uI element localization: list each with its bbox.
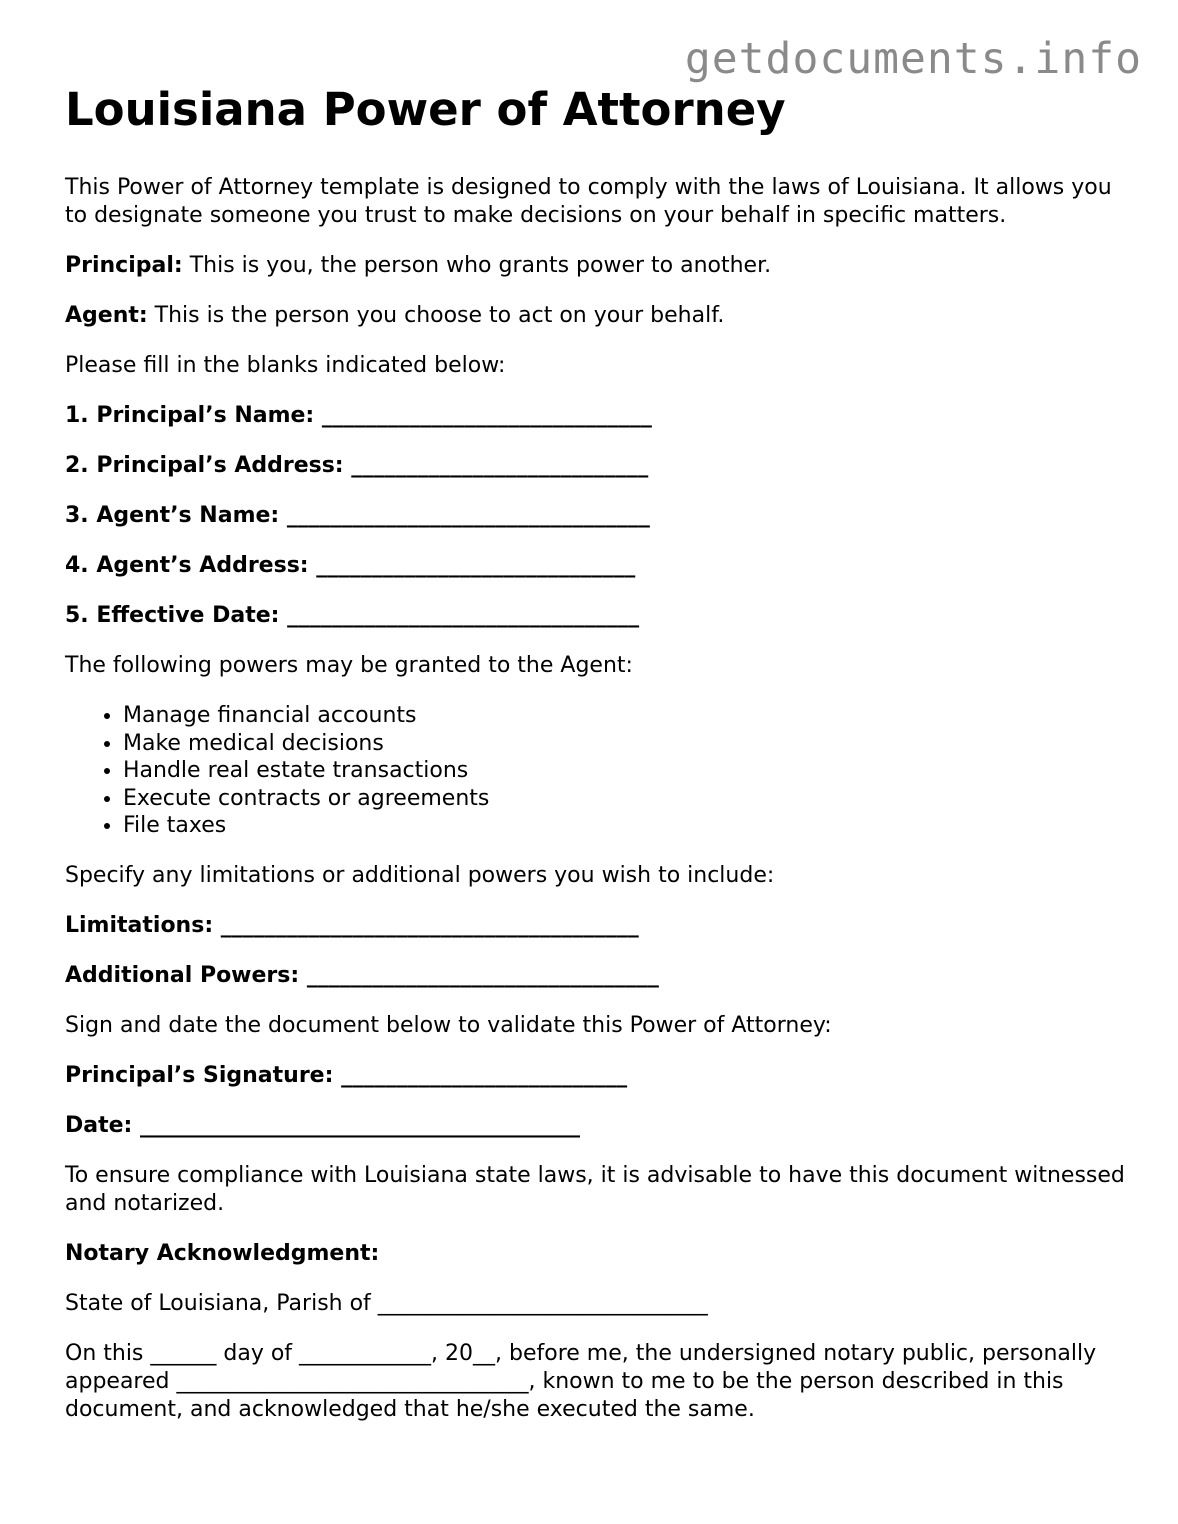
- field-blank[interactable]: _____________________________: [308, 553, 636, 578]
- list-item: • Execute contracts or agreements: [123, 785, 1125, 813]
- notary-body: On this ______ day of ____________, 20__, before me, the undersigned notary public, personally appeared ________________________________, known to me to be the person described in this document, and acknowledged that he/she executed the same.: [65, 1340, 1097, 1422]
- field-blank[interactable]: __________________________: [333, 1062, 628, 1088]
- field-label: Additional Powers:: [65, 962, 300, 988]
- field-label: 2. Principal’s Address:: [65, 453, 344, 478]
- field-blank[interactable]: _________________________________: [279, 503, 650, 528]
- field-blank[interactable]: ________________________________: [279, 603, 640, 628]
- watermark: getdocuments.info: [684, 34, 1142, 84]
- limitations-field[interactable]: [65, 912, 1125, 940]
- list-item: • Handle real estate transactions: [123, 757, 1125, 785]
- field-label: 1. Principal’s Name:: [65, 403, 315, 428]
- principal-name-field[interactable]: [65, 402, 1125, 430]
- limitations-intro: Specify any limitations or additional powers you wish to include:: [65, 862, 775, 888]
- field-blank[interactable]: ________________________________________: [132, 1112, 581, 1138]
- field-label: Principal’s Signature:: [65, 1062, 334, 1088]
- document-title: Louisiana Power of Attorney: [65, 83, 786, 136]
- fill-instruction: Please fill in the blanks indicated below:: [65, 353, 506, 378]
- additional-powers-field[interactable]: [65, 962, 1125, 990]
- intro-paragraph: This Power of Attorney template is designed to comply with the laws of Louisiana. It allows you to designate someone you trust to make decisions on your behalf in specific matters.: [65, 175, 1112, 228]
- effective-date-field[interactable]: [65, 602, 1125, 630]
- agent-definition: [65, 302, 1125, 330]
- agent-address-field[interactable]: [65, 552, 1125, 580]
- date-field[interactable]: [65, 1112, 1125, 1140]
- field-label: 3. Agent’s Name:: [65, 503, 280, 528]
- principal-definition-text: This is you, the person who grants power to another.: [182, 253, 772, 278]
- list-item: • Manage financial accounts: [123, 702, 1125, 730]
- principal-signature-field[interactable]: [65, 1062, 1125, 1090]
- powers-list: [65, 702, 1125, 840]
- principal-definition-label: Principal:: [65, 253, 183, 278]
- field-blank[interactable]: ______________________________________: [213, 912, 639, 938]
- document-body: [65, 84, 1125, 1446]
- list-item: • Make medical decisions: [123, 730, 1125, 758]
- field-label: 4. Agent’s Address:: [65, 553, 309, 578]
- notary-state-line: State of Louisiana, Parish of ______________________________: [65, 1290, 708, 1316]
- agent-definition-label: Agent:: [65, 303, 148, 328]
- compliance-note: To ensure compliance with Louisiana state laws, it is advisable to have this document witnessed and notarized.: [65, 1162, 1125, 1216]
- sign-intro: Sign and date the document below to validate this Power of Attorney:: [65, 1012, 832, 1038]
- notary-heading: Notary Acknowledgment:: [65, 1240, 380, 1266]
- agent-name-field[interactable]: [65, 502, 1125, 530]
- principal-definition: [65, 252, 1125, 280]
- list-item: • File taxes: [123, 812, 1125, 840]
- agent-definition-text: This is the person you choose to act on your behalf.: [147, 303, 725, 328]
- field-label: Date:: [65, 1112, 133, 1138]
- field-blank[interactable]: ______________________________: [314, 403, 652, 428]
- powers-intro: The following powers may be granted to the Agent:: [65, 653, 633, 678]
- field-label: 5. Effective Date:: [65, 603, 280, 628]
- principal-address-field[interactable]: [65, 452, 1125, 480]
- field-label: Limitations:: [65, 912, 214, 938]
- field-blank[interactable]: ________________________________: [299, 962, 659, 988]
- field-blank[interactable]: ___________________________: [343, 453, 649, 478]
